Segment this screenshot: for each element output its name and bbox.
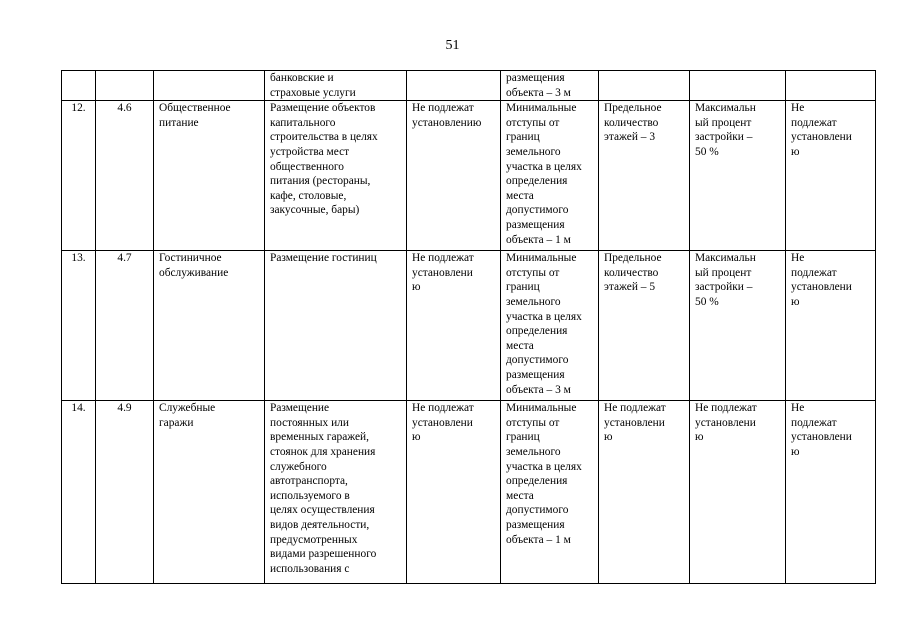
cell-line: участка в целях <box>506 460 582 473</box>
cell-line: определения <box>506 325 568 338</box>
cell-line: допустимого <box>506 354 569 367</box>
use-name-cell <box>154 71 265 101</box>
land-use-regulations-table <box>61 70 876 584</box>
cell-line: автотранспорта, <box>270 475 348 488</box>
cell-line: Минимальные <box>506 102 577 115</box>
cell-line: Не подлежат <box>695 402 757 415</box>
table-row-continued <box>62 71 876 101</box>
use-code-cell: 4.6 <box>96 101 154 251</box>
cell-line: обслуживание <box>159 266 229 279</box>
cell-line: установлени <box>791 431 852 444</box>
cell-line: Не <box>791 402 805 415</box>
cell-line: участка в целях <box>506 160 582 173</box>
cell-line: определения <box>506 475 568 488</box>
cell-line: Не подлежат <box>412 252 474 265</box>
cell-line: объекта – 3 м <box>506 86 571 99</box>
setbacks-cell <box>501 251 599 401</box>
use-name-cell <box>154 101 265 251</box>
coverage-cell <box>690 71 786 101</box>
cell-line: Максимальн <box>695 252 756 265</box>
cell-line: ю <box>412 431 421 444</box>
table-body <box>62 71 876 584</box>
cell-line: Не подлежат <box>604 402 666 415</box>
floors-cell <box>599 71 690 101</box>
cell-line: размещения <box>506 218 565 231</box>
cell-line: размещения <box>506 518 565 531</box>
cell-line: установлени <box>695 416 756 429</box>
cell-line: строительства в целях <box>270 131 378 144</box>
cell-line: 50 % <box>695 145 719 158</box>
cell-line: служебного <box>270 460 327 473</box>
setbacks-cell <box>501 101 599 251</box>
cell-line: границ <box>506 131 540 144</box>
cell-line: этажей – 3 <box>604 131 656 144</box>
cell-line: допустимого <box>506 204 569 217</box>
cell-line: установлени <box>791 281 852 294</box>
cell-line: подлежат <box>791 266 837 279</box>
cell-line: объекта – 3 м <box>506 383 571 396</box>
plot-size-cell <box>407 71 501 101</box>
table-row <box>62 401 876 584</box>
cell-line: ю <box>791 145 800 158</box>
cell-line: земельного <box>506 445 561 458</box>
row-number-cell: 13. <box>62 251 96 401</box>
cell-line: Не <box>791 102 805 115</box>
floors-cell <box>599 101 690 251</box>
cell-line: общественного <box>270 160 344 173</box>
cell-line: отступы от <box>506 266 560 279</box>
cell-line: используемого в <box>270 489 350 502</box>
cell-line: размещения <box>506 368 565 381</box>
use-description-cell <box>265 401 407 584</box>
cell-line: Служебные <box>159 402 216 415</box>
page-number: 51 <box>445 38 460 53</box>
other-params-cell <box>786 101 876 251</box>
use-description-cell <box>265 101 407 251</box>
cell-line: ю <box>695 431 704 444</box>
cell-line: Не подлежат <box>412 102 474 115</box>
cell-line: объекта – 1 м <box>506 233 571 246</box>
cell-line: места <box>506 339 534 352</box>
cell-line: питание <box>159 116 199 129</box>
row-number-cell: 12. <box>62 101 96 251</box>
cell-line: Не подлежат <box>412 402 474 415</box>
floors-cell <box>599 401 690 584</box>
use-code-cell: 4.9 <box>96 401 154 584</box>
cell-line: отступы от <box>506 416 560 429</box>
cell-line: места <box>506 189 534 202</box>
cell-line: Не <box>791 252 805 265</box>
plot-size-cell <box>407 401 501 584</box>
cell-line: Размещение гостиниц <box>270 252 377 265</box>
use-description-cell <box>265 71 407 101</box>
use-name-cell <box>154 401 265 584</box>
use-code-cell: 4.7 <box>96 251 154 401</box>
cell-line: целях осуществления <box>270 504 375 517</box>
cell-line: установлени <box>604 416 665 429</box>
cell-line: объекта – 1 м <box>506 533 571 546</box>
cell-line: Предельное <box>604 252 662 265</box>
cell-line: места <box>506 489 534 502</box>
cell-line: земельного <box>506 145 561 158</box>
cell-line: капитального <box>270 116 336 129</box>
cell-line: установлени <box>412 266 473 279</box>
cell-line: установлени <box>412 416 473 429</box>
cell-line: этажей – 5 <box>604 281 656 294</box>
cell-line: подлежат <box>791 116 837 129</box>
cell-line: постоянных или <box>270 416 349 429</box>
cell-line: Максимальн <box>695 102 756 115</box>
cell-line: Общественное <box>159 102 231 115</box>
coverage-cell <box>690 251 786 401</box>
cell-line: установлени <box>791 131 852 144</box>
cell-line: кафе, столовые, <box>270 189 347 202</box>
row-number-cell <box>62 71 96 101</box>
cell-line: Минимальные <box>506 252 577 265</box>
cell-line: Предельное <box>604 102 662 115</box>
cell-line: страховые услуги <box>270 86 356 99</box>
cell-line: видами разрешенного <box>270 548 377 561</box>
other-params-cell <box>786 401 876 584</box>
plot-size-cell <box>407 251 501 401</box>
other-params-cell <box>786 251 876 401</box>
coverage-cell <box>690 101 786 251</box>
cell-line: границ <box>506 281 540 294</box>
cell-line: границ <box>506 431 540 444</box>
cell-line: участка в целях <box>506 310 582 323</box>
use-description-cell <box>265 251 407 401</box>
cell-line: видов деятельности, <box>270 518 370 531</box>
floors-cell <box>599 251 690 401</box>
cell-line: использования с <box>270 562 350 575</box>
setbacks-cell <box>501 401 599 584</box>
cell-line: питания (рестораны, <box>270 175 371 188</box>
cell-line: гаражи <box>159 416 194 429</box>
cell-line: размещения <box>506 72 565 84</box>
cell-line: ю <box>412 281 421 294</box>
other-params-cell <box>786 71 876 101</box>
cell-line: предусмотренных <box>270 533 358 546</box>
row-number-cell: 14. <box>62 401 96 584</box>
cell-line: стоянок для хранения <box>270 445 376 458</box>
cell-line: Гостиничное <box>159 252 222 265</box>
cell-line: Размещение объектов <box>270 102 376 115</box>
cell-line: банковские и <box>270 72 334 84</box>
cell-line: установлению <box>412 116 482 129</box>
cell-line: ю <box>791 445 800 458</box>
coverage-cell <box>690 401 786 584</box>
plot-size-cell <box>407 101 501 251</box>
cell-line: подлежат <box>791 416 837 429</box>
cell-line: отступы от <box>506 116 560 129</box>
cell-line: ый процент <box>695 266 752 279</box>
use-name-cell <box>154 251 265 401</box>
use-code-cell <box>96 71 154 101</box>
cell-line: застройки – <box>695 281 753 294</box>
cell-line: 50 % <box>695 295 719 308</box>
table-row <box>62 251 876 401</box>
cell-line: определения <box>506 175 568 188</box>
cell-line: Размещение <box>270 402 330 415</box>
cell-line: Минимальные <box>506 402 577 415</box>
cell-line: ый процент <box>695 116 752 129</box>
cell-line: количество <box>604 266 659 279</box>
cell-line: земельного <box>506 295 561 308</box>
setbacks-cell <box>501 71 599 101</box>
cell-line: допустимого <box>506 504 569 517</box>
cell-line: закусочные, бары) <box>270 204 360 217</box>
cell-line: временных гаражей, <box>270 431 369 444</box>
cell-line: ю <box>604 431 613 444</box>
cell-line: количество <box>604 116 659 129</box>
cell-line: застройки – <box>695 131 753 144</box>
table-row <box>62 101 876 251</box>
cell-line: устройства мест <box>270 145 350 158</box>
cell-line: ю <box>791 295 800 308</box>
